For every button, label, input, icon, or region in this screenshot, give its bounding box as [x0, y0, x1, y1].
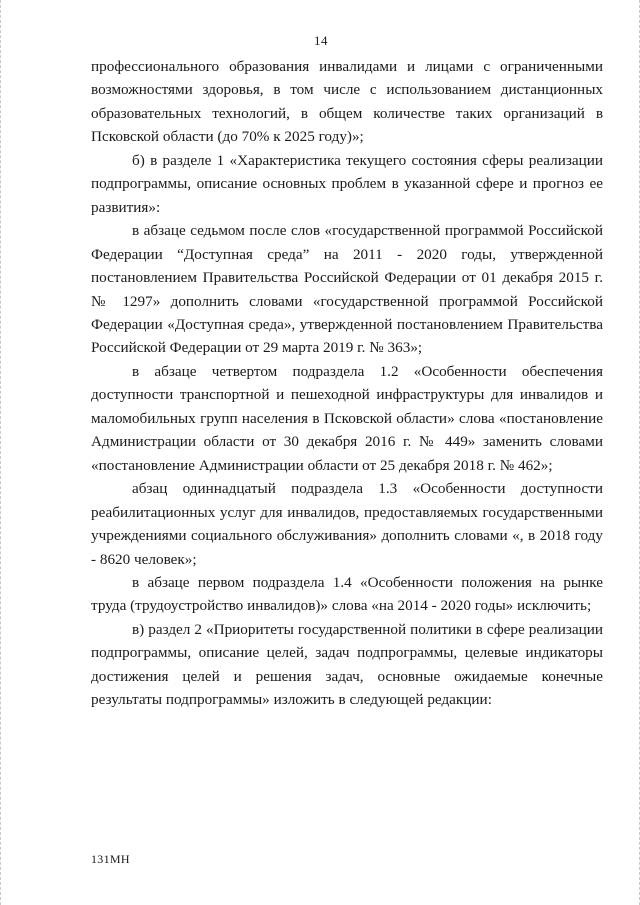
paragraph-subsection-1-3: абзац одиннадцатый подраздела 1.3 «Особенности доступности реабилитационных услуг для инвалидов, предоставляемых государственными учреждениями социального обслуживания» дополнить словами «, в 2018 году - 8620 человек»; [91, 480, 603, 568]
paragraph-section-2: в) раздел 2 «Приоритеты государственной политики в сфере реализации подпрограммы, описание целей, задач подпрограммы, целевые индикаторы достижения целей и решения задач, основные ожидаемые конечные результаты подпрограммы» изложить в следующей редакции: [91, 620, 603, 709]
page-number: 14 [314, 33, 328, 48]
footer-code: 131МН [91, 852, 130, 866]
paragraph-section-1: б) в разделе 1 «Характеристика текущего состояния сферы реализации подпрограммы, описание основных проблем в указанной сфере и прогноз ее развития»: [91, 151, 603, 216]
paragraph-abzac-7: в абзаце седьмом после слов «государственной программой Российской Федерации “Доступная среда” на 2011 - 2020 годы, утвержденной постановлением Правительства Российской Федерации от 01 декабря 2015 г. № 1297» дополнить словами «государственной программой Российской Федерации «Доступная среда», утвержденной постановлением Правительства Российской Федерации от 29 марта 2019 г. № 363»; [91, 222, 603, 357]
paragraph-subsection-1-2: в абзаце четвертом подраздела 1.2 «Особенности обеспечения доступности транспортной и пешеходной инфраструктуры для инвалидов и маломобильных групп населения в Псковской области» слова «постановление Администрации области от 30 декабря 2016 г. № 449» заменить словами «постановление Администрации области от 25 декабря 2018 г. № 462»; [91, 362, 603, 474]
document-body [91, 55, 603, 712]
paragraph-subsection-1-4: в абзаце первом подраздела 1.4 «Особенности положения на рынке труда (трудоустройство инвалидов)» слова «на 2014 - 2020 годы» исключить; [91, 573, 603, 615]
paragraph-continuation: профессионального образования инвалидами и лицами с ограниченными возможностями здоровья, в том числе с использованием дистанционных образовательных технологий, в общем количестве таких организаций в Псковской области (до 70% к 2025 году)»; [91, 58, 603, 146]
